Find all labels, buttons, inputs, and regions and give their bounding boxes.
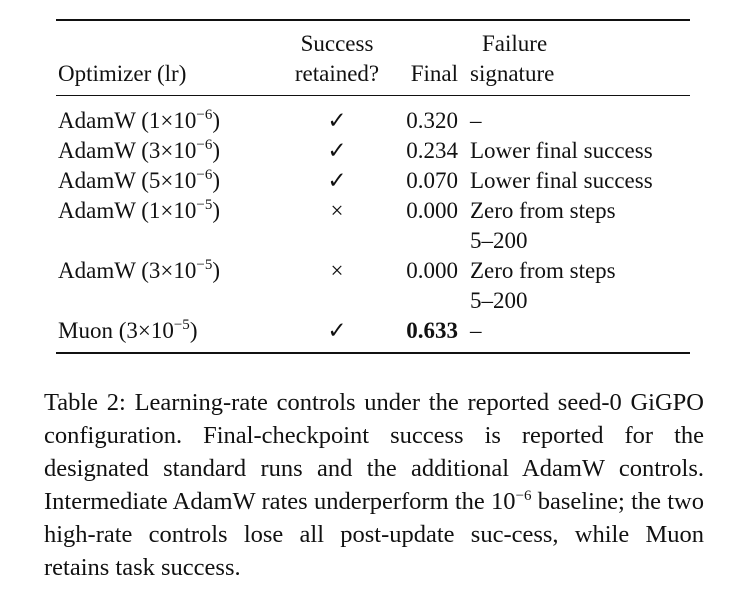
cell-retained: [286, 96, 388, 137]
cell-optimizer: [56, 136, 286, 166]
lr-exponent: −6: [196, 167, 213, 183]
cell-final: 0.000: [406, 198, 458, 223]
cell-failure: [464, 256, 690, 316]
cell-failure: [464, 166, 690, 196]
optimizer-close: ): [212, 198, 221, 223]
failure-text: Zero from steps: [470, 198, 616, 223]
table-row: [56, 256, 690, 316]
header-final-text: Final: [410, 61, 458, 86]
cell-optimizer: [56, 196, 286, 256]
cell-failure: [464, 196, 690, 256]
header-final: [388, 20, 464, 96]
caption-text-part1: Table 2: Learning-rate controls under the reported seed-0 GiGPO configuration. Final-checkpoint success is reported for the designated standard runs and the additional AdamW controls. Intermediate AdamW rates underperform the 10: [44, 389, 704, 515]
lr-exponent: −5: [196, 197, 213, 213]
cell-retained: [286, 196, 388, 256]
cell-final: 0.070: [406, 168, 458, 193]
checkmark-icon: ✓: [327, 168, 347, 193]
optimizer-name: AdamW (3×10: [58, 138, 197, 163]
table-body: [56, 96, 690, 354]
header-optimizer-text: Optimizer (lr): [58, 61, 187, 86]
failure-text: Zero from steps: [470, 258, 616, 283]
table-header-row: [56, 20, 690, 96]
lr-exponent: −5: [196, 257, 213, 273]
optimizer-name: AdamW (1×10: [58, 108, 197, 133]
checkmark-icon: ✓: [327, 318, 347, 343]
results-table: [56, 19, 690, 354]
checkmark-icon: ✓: [327, 108, 347, 133]
cell-retained: [286, 316, 388, 353]
cell-optimizer: [56, 96, 286, 137]
table-row: [56, 196, 690, 256]
optimizer-close: ): [212, 138, 221, 163]
cell-failure: [464, 96, 690, 137]
cell-failure: [464, 316, 690, 353]
table-row: [56, 136, 690, 166]
cell-optimizer: [56, 316, 286, 353]
header-retained-line2: retained?: [294, 61, 380, 86]
optimizer-name: AdamW (3×10: [58, 258, 197, 283]
table-row: [56, 316, 690, 353]
checkmark-icon: ✓: [327, 138, 347, 163]
optimizer-name: AdamW (5×10: [58, 168, 197, 193]
header-retained: [286, 20, 388, 96]
optimizer-close: ): [212, 258, 221, 283]
cell-final: 0.000: [406, 258, 458, 283]
cell-optimizer: [56, 256, 286, 316]
table-row: [56, 96, 690, 137]
lr-exponent: −6: [196, 137, 213, 153]
failure-text: Lower final success: [470, 138, 653, 163]
cell-final: 0.320: [406, 108, 458, 133]
cell-final: 0.234: [406, 138, 458, 163]
header-retained-line1: Success: [300, 31, 374, 56]
cell-retained: [286, 256, 388, 316]
lr-exponent: −6: [196, 107, 213, 123]
optimizer-name: AdamW (1×10: [58, 198, 197, 223]
failure-text: –: [470, 108, 482, 133]
optimizer-close: ): [212, 168, 221, 193]
cell-failure: [464, 136, 690, 166]
cell-retained: [286, 136, 388, 166]
optimizer-close: ): [189, 318, 198, 343]
cell-optimizer: [56, 166, 286, 196]
failure-text-cont: 5–200: [470, 288, 528, 313]
cell-final: 0.633: [406, 318, 458, 343]
failure-text-cont: 5–200: [470, 228, 528, 253]
optimizer-name: Muon (3×10: [58, 318, 174, 343]
caption-exponent: −6: [515, 488, 532, 504]
cross-icon: ×: [330, 198, 344, 223]
table-caption: [44, 386, 704, 584]
failure-text: Lower final success: [470, 168, 653, 193]
lr-exponent: −5: [173, 317, 190, 333]
cell-retained: [286, 166, 388, 196]
caption-text-part2: baseline; the two high-rate controls lose all post-update suc-cess, while Muon retains task success.: [44, 488, 704, 581]
header-failure-line2: signature: [470, 61, 555, 86]
header-optimizer: [56, 20, 286, 96]
failure-text: –: [470, 318, 482, 343]
header-failure: [464, 20, 690, 96]
cross-icon: ×: [330, 258, 344, 283]
header-failure-line1: Failure: [482, 31, 548, 56]
table-row: [56, 166, 690, 196]
optimizer-close: ): [212, 108, 221, 133]
